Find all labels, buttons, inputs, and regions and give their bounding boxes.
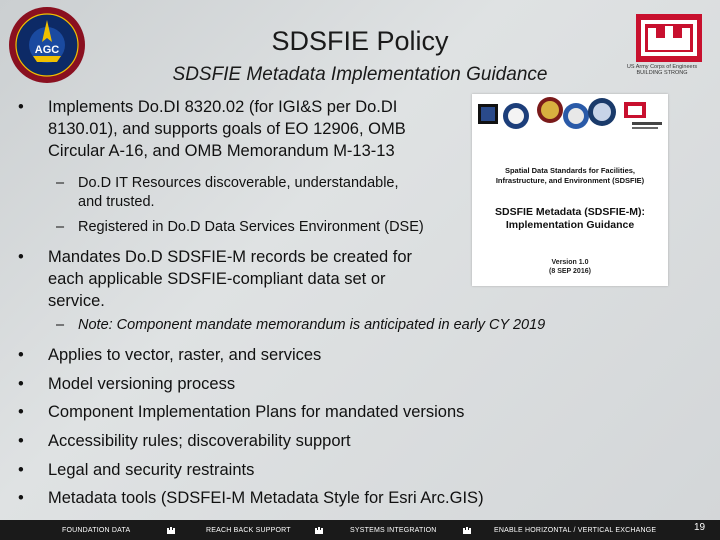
list-item: • Metadata tools (SDSFEI-M Metadata Style for Esri Arc.GIS) [18, 489, 484, 508]
footer-item-reachback: REACH BACK SUPPORT [206, 527, 291, 534]
bullet-mandates [18, 246, 468, 312]
document-cover-image [472, 94, 668, 286]
bullet-dot: • [18, 98, 24, 116]
footer-item-systems: SYSTEMS INTEGRATION [350, 527, 437, 534]
cover-seals-icon [472, 94, 668, 154]
cover-version: Version 1.0 (8 SEP 2016) [549, 259, 591, 275]
list-item: • Component Implementation Plans for mandated versions [18, 403, 465, 422]
footer-bar [0, 520, 720, 540]
page-subtitle: SDSFIE Metadata Implementation Guidance [172, 64, 548, 85]
bullet-line: 8130.01), and supports goals of EO 12906, OMB [48, 120, 406, 138]
page-number: 19 [694, 522, 706, 533]
bullet-line: Circular A-16, and OMB Memorandum M-13-13 [48, 142, 395, 160]
bullet-dot: • [18, 248, 24, 266]
sub-line: Note: Component mandate memorandum is anticipated in early CY 2019 [78, 317, 546, 333]
bullet-list-bottom [18, 344, 688, 516]
footer-item-foundation: FOUNDATION DATA [62, 527, 131, 534]
usace-castle-logo [636, 14, 702, 62]
bullet-implements [18, 96, 468, 162]
bullet-line: each applicable SDSFIE-compliant data set or [48, 270, 386, 288]
bullet-line: service. [48, 292, 105, 310]
castle-icon [462, 525, 472, 535]
list-item: • Legal and security restraints [18, 460, 255, 479]
list-item: • Model versioning process [18, 374, 236, 393]
cover-main-title: SDSFIE Metadata (SDSFIE-M): Implementation Guidance [495, 206, 645, 231]
sub-bullet-dash: – [56, 317, 65, 333]
footer-item-exchange: ENABLE HORIZONTAL / VERTICAL EXCHANGE [494, 527, 657, 534]
sub-bullet-dse [56, 218, 478, 237]
castle-icon [166, 525, 176, 535]
sub-line: and trusted. [78, 194, 155, 210]
cover-title: Spatial Data Standards for Facilities, Infrastructure, and Environment (SDSFIE) [495, 166, 645, 185]
usace-caption: US Army Corps of Engineers BUILDING STRONG [626, 64, 698, 76]
sub-line: Do.D IT Resources discoverable, understandable, [78, 175, 399, 191]
castle-icon [314, 525, 324, 535]
sub-bullet-dash: – [56, 175, 65, 191]
sub-bullet-dash: – [56, 219, 65, 235]
sub-line: Registered in Do.D Data Services Environment (DSE) [78, 219, 424, 235]
list-item: • Accessibility rules; discoverability support [18, 432, 351, 451]
sub-bullet-discoverable [56, 174, 468, 212]
sub-bullet-note [56, 316, 638, 335]
bullet-line: Implements Do.DI 8320.02 (for IGI&S per Do.DI [48, 98, 398, 116]
agc-logo-text: AGC [34, 44, 60, 56]
page-title: SDSFIE Policy [271, 26, 449, 56]
list-item: • Applies to vector, raster, and services [18, 346, 322, 364]
bullet-line: Mandates Do.D SDSFIE-M records be created for [48, 248, 413, 266]
